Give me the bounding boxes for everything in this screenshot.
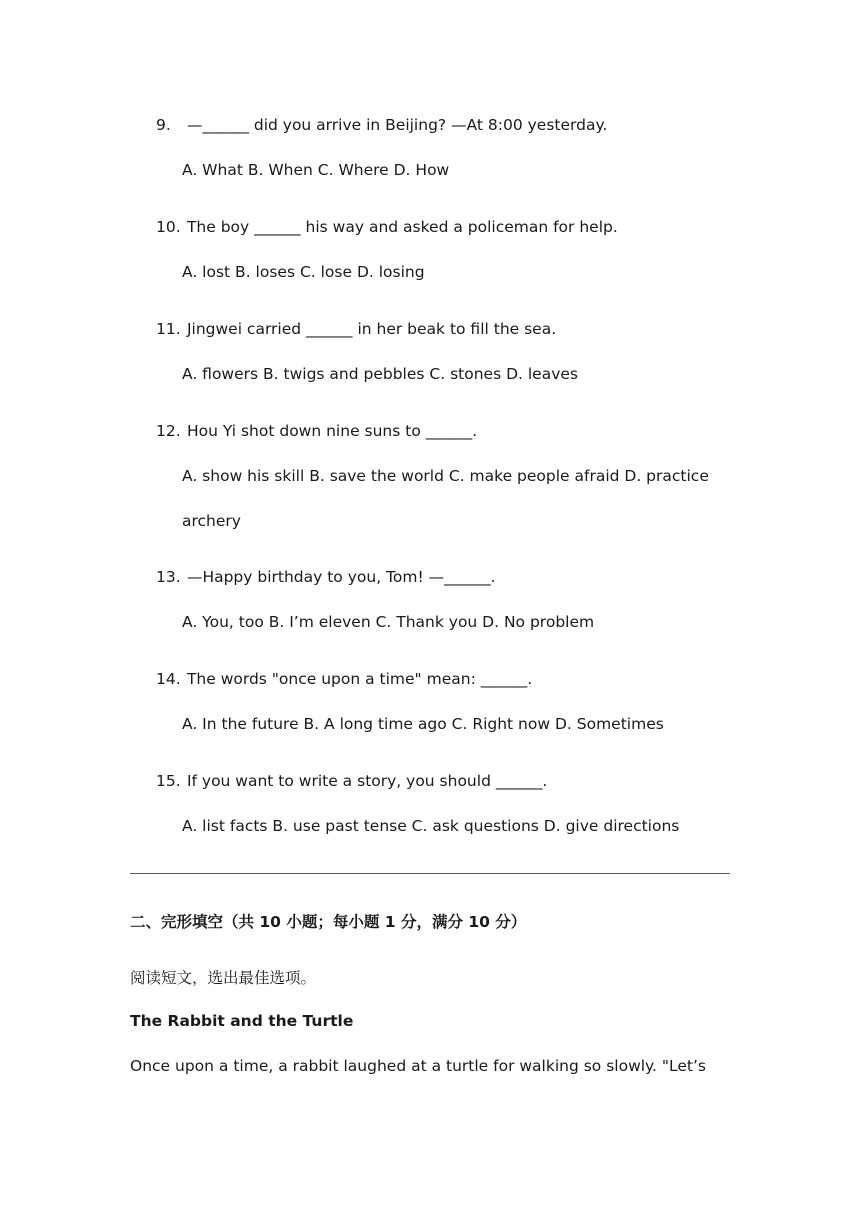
question-stem: If you want to write a story, you should ______. xyxy=(186,772,548,790)
section-title: 二、完形填空（共 10 小题；每小题 1 分，满分 10 分） xyxy=(130,913,527,931)
question-stem: The words "once upon a time" mean: ______. xyxy=(186,670,533,688)
question-number: 9. xyxy=(156,116,171,134)
section-divider xyxy=(130,873,730,874)
question-15 xyxy=(156,772,547,790)
question-13 xyxy=(156,568,496,586)
question-11-options: A. flowers B. twigs and pebbles C. stones D. leaves xyxy=(182,365,578,383)
question-stem: Hou Yi shot down nine suns to ______. xyxy=(186,422,478,440)
question-number: 11. xyxy=(156,320,181,338)
question-9 xyxy=(156,116,607,134)
question-15-options: A. list facts B. use past tense C. ask questions D. give directions xyxy=(182,817,680,835)
question-12-options-continued: archery xyxy=(182,512,241,530)
question-14-options: A. In the future B. A long time ago C. Right now D. Sometimes xyxy=(182,715,664,733)
question-10-options: A. lost B. loses C. lose D. losing xyxy=(182,263,425,281)
question-number: 13. xyxy=(156,568,181,586)
question-stem: —Happy birthday to you, Tom! —______. xyxy=(186,568,496,586)
section-instruction: 阅读短文，选出最佳选项。 xyxy=(130,969,317,987)
question-13-options: A. You, too B. I’m eleven C. Thank you D. No problem xyxy=(182,613,595,631)
question-stem: Jingwei carried ______ in her beak to fill the sea. xyxy=(186,320,557,338)
question-9-options: A. What B. When C. Where D. How xyxy=(182,161,450,179)
story-text: Once upon a time, a rabbit laughed at a turtle for walking so slowly. "Let’s xyxy=(130,1057,706,1075)
question-10 xyxy=(156,218,618,236)
question-number: 12. xyxy=(156,422,181,440)
question-14 xyxy=(156,670,532,688)
question-11 xyxy=(156,320,556,338)
question-number: 14. xyxy=(156,670,181,688)
question-stem: The boy ______ his way and asked a policeman for help. xyxy=(186,218,618,236)
story-title: The Rabbit and the Turtle xyxy=(130,1012,354,1030)
question-number: 15. xyxy=(156,772,181,790)
question-number: 10. xyxy=(156,218,181,236)
question-12-options: A. show his skill B. save the world C. make people afraid D. practice xyxy=(182,467,709,485)
question-12 xyxy=(156,422,477,440)
question-stem: —______ did you arrive in Beijing? —At 8:00 yesterday. xyxy=(186,116,608,134)
